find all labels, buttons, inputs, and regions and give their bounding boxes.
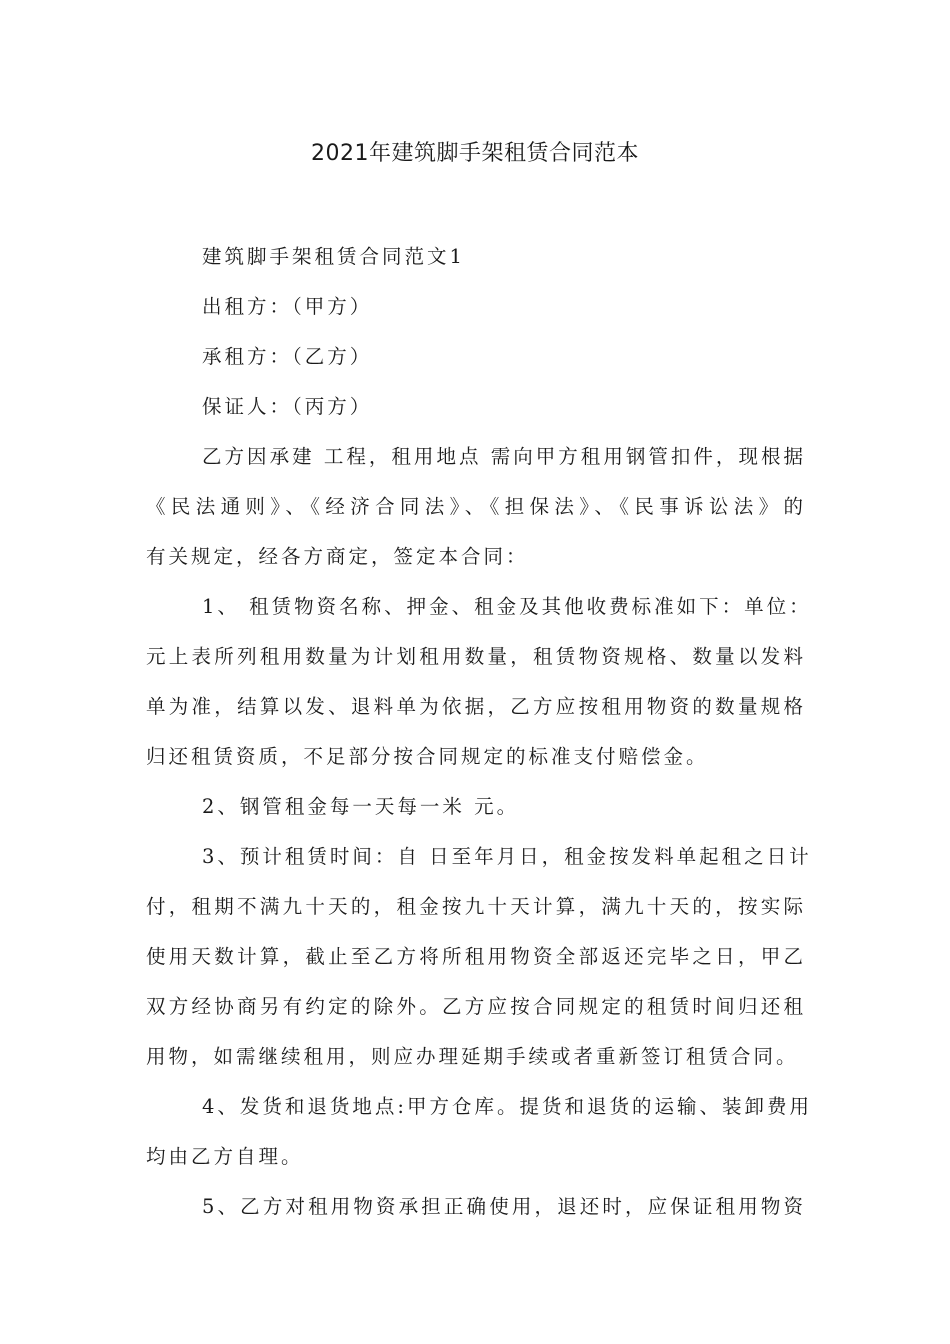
text-line: 《民法通则》、《经济合同法》、《担保法》、《民事诉讼法》的: [146, 495, 806, 518]
text-line: 用物，如需继续租用，则应办理延期手续或者重新签订租赁合同。: [146, 1045, 799, 1068]
text-line: 4、发货和退货地点:甲方仓库。提货和退货的运输、装卸费用: [202, 1095, 812, 1118]
document-title: 2021年建筑脚手架租赁合同范本: [311, 141, 639, 166]
text-line: 单为准，结算以发、退料单为依据，乙方应按租用物资的数量规格: [146, 695, 806, 718]
document-body: [146, 232, 812, 1232]
text-line: 归还租赁资质，不足部分按合同规定的标准支付赔偿金。: [146, 745, 709, 768]
text-line: 2、钢管租金每一天每一米 元。: [202, 795, 520, 818]
text-line: 元上表所列租用数量为计划租用数量，租赁物资规格、数量以发料: [146, 645, 806, 668]
text-line: 保证人：（丙方）: [202, 395, 373, 418]
text-line: 付，租期不满九十天的，租金按九十天计算，满九十天的，按实际: [146, 895, 806, 918]
text-line: 均由乙方自理。: [146, 1145, 304, 1168]
text-line: 使用天数计算，截止至乙方将所租用物资全部返还完毕之日，甲乙: [146, 945, 806, 968]
text-line: 3、预计租赁时间：自 日至年月日，租金按发料单起租之日计: [202, 845, 812, 868]
text-line: 1、 租赁物资名称、押金、租金及其他收费标准如下：单位：: [202, 595, 812, 618]
text-line: 建筑脚手架租赁合同范文1: [202, 245, 465, 268]
text-line: 有关规定，经各方商定，签定本合同：: [146, 545, 529, 568]
text-line: 乙方因承建 工程，租用地点 需向甲方租用钢管扣件，现根据: [202, 445, 806, 468]
text-line: 双方经协商另有约定的除外。乙方应按合同规定的租赁时间归还租: [146, 995, 806, 1018]
text-line: 承租方：（乙方）: [202, 345, 373, 368]
text-line: 出租方：（甲方）: [202, 295, 373, 318]
text-line: 5、乙方对租用物资承担正确使用，退还时，应保证租用物资: [202, 1195, 806, 1218]
